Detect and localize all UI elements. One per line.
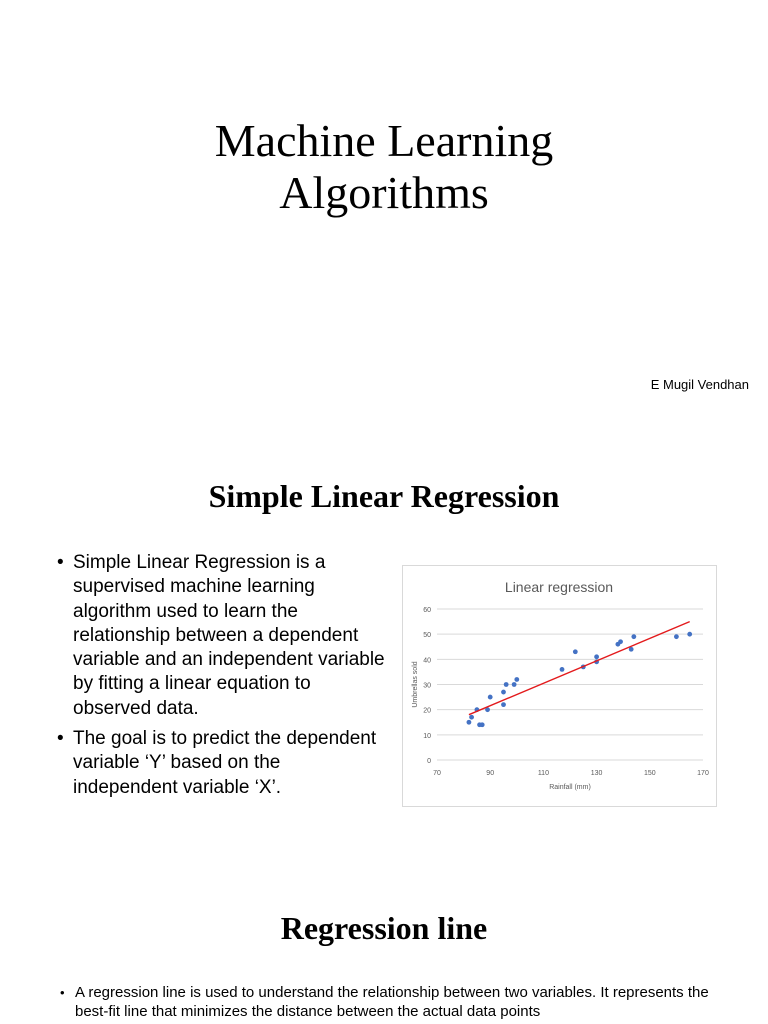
bullet-icon: • <box>57 552 64 573</box>
chart-title: Linear regression <box>504 579 614 595</box>
slide-title-regression-line: Regression line <box>280 910 488 946</box>
y-tick-label: 0 <box>427 758 431 765</box>
data-point <box>501 690 506 695</box>
data-point <box>512 682 517 687</box>
y-tick-label: 60 <box>423 607 431 614</box>
data-point <box>504 682 509 687</box>
data-point <box>618 639 623 644</box>
data-point <box>501 702 506 707</box>
data-point <box>573 649 578 654</box>
linear-regression-chart <box>402 565 717 807</box>
y-tick-label: 20 <box>423 707 431 715</box>
regression-trendline <box>469 622 690 715</box>
data-point <box>687 632 692 637</box>
title-line-1: Machine Learning <box>214 115 554 166</box>
bullet-list <box>57 551 387 806</box>
title-line-2: Algorithms <box>279 167 489 218</box>
data-point <box>560 667 565 672</box>
bullet-icon: • <box>57 728 64 750</box>
chart-svg <box>403 566 716 806</box>
y-tick-label: 30 <box>423 682 431 690</box>
data-point <box>480 722 485 727</box>
data-point <box>514 677 519 682</box>
author-name: E Mugil Vendhan <box>650 377 749 392</box>
bullet-item <box>57 727 387 800</box>
x-tick-label: 110 <box>537 770 549 777</box>
x-tick-label: 150 <box>643 770 656 777</box>
x-tick-label: 170 <box>697 770 709 777</box>
regression-line-paragraph <box>60 983 710 1021</box>
data-point <box>467 720 472 725</box>
bullet-item <box>57 551 387 721</box>
presentation-title <box>0 115 768 219</box>
y-tick-label: 50 <box>423 632 431 640</box>
x-tick-label: 90 <box>486 770 495 777</box>
data-point <box>674 634 679 639</box>
data-point <box>488 695 493 700</box>
x-tick-label: 70 <box>433 770 441 777</box>
x-axis-label: Rainfall (mm) <box>549 784 591 791</box>
data-point <box>469 715 474 720</box>
y-tick-label: 10 <box>423 732 431 740</box>
data-point <box>594 654 599 659</box>
bullet-text: A regression line is used to understand the relationship between two variables. It represents the best-fit line that minimizes the distance between the actual data points <box>75 984 709 1020</box>
y-axis-label: Umbrellas sold <box>412 661 419 708</box>
bullet-text: The goal is to predict the dependent variable ‘Y’ based on the independent variable ‘X’. <box>73 728 377 798</box>
bullet-text: Simple Linear Regression is a supervised machine learning algorithm used to learn the relationship between a dependent variable and an independent variable by fitting a linear equation to observed data. <box>73 552 385 719</box>
slide-title-simple-linear-regression: Simple Linear Regression <box>208 478 560 514</box>
bullet-icon: • <box>60 985 65 1000</box>
y-tick-label: 40 <box>423 657 431 665</box>
x-tick-label: 130 <box>590 770 603 777</box>
data-point <box>631 634 636 639</box>
